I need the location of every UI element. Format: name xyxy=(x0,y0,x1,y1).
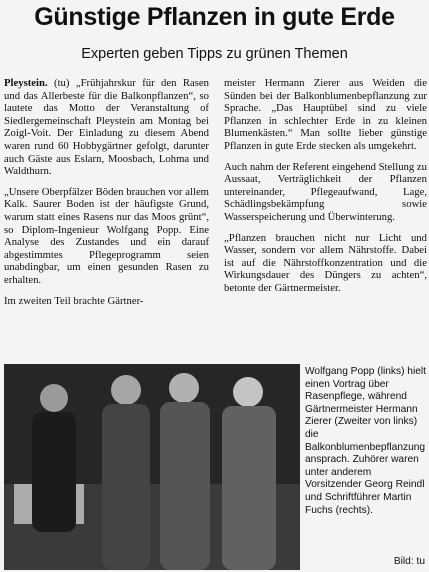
paragraph-3: Im zweiten Teil brachte Gärtner- xyxy=(4,294,144,307)
article-column-2 xyxy=(224,77,427,303)
article-column-1 xyxy=(4,77,209,315)
paragraph-4: meister Hermann Zierer aus Weiden die Sünden bei der Balkonblumenbepflanzung zur Sprache. „Das Hauptübel sind zu viele Pflanzen in schlechter Erde in zu kleinen Blumenkästen.“ Man sollte lieber günstige Pflanzen in gute Erde stecken als umgekehrt. xyxy=(224,77,427,152)
headline: Günstige Pflanzen in gute Erde xyxy=(34,3,395,31)
paragraph-1 xyxy=(4,77,209,178)
paragraph-1-text: (tu) „Frühjahrskur für den Rasen und das Allerbeste für die Balkonpflanzen“, so lautete das Motto der Veranstaltung of Siedlergemeinschaft Pleystein am Montag bei Zoigl-Voit. Der Einladung zu diesem Abend waren rund 60 Hobbygärtner gefolgt, darunter auch Gäste aus Eslarn, Moosbach, Lohma und Waldthurn. xyxy=(4,77,209,178)
dateline: Pleystein. xyxy=(4,77,48,89)
paragraph-2: „Unsere Oberpfälzer Böden brauchen vor allem Kalk. Saurer Boden ist der häufigste Grund, warum statt eines Rasens nur das Moos grünt“, so Diplom-Ingenieur Wolfgang Popp. Eine Analyse des Zustandes und ein darauf abgestimmtes Pflegeprogramm seien unabdingbar, um einen gesunden Rasen zu erhalten. xyxy=(4,185,209,286)
group-photo xyxy=(4,364,300,570)
paragraph-6: „Pflanzen brauchen nicht nur Licht und Wasser, sondern vor allem Nährstoffe. Dabei ist auf die Nährstoffkonzentration und die Wirkungsdauer des Düngers zu achten“, betonte der Gärtnermeister. xyxy=(224,231,427,294)
paragraph-5: Auch nahm der Referent eingehend Stellung zu Aussaat, Verträglichkeit der Pflanzen untereinander, Pflegeaufwand, Lage, Schädlingsbekämpfung sowie Wasserspeicherung und Überwinterung. xyxy=(224,160,427,223)
photo-credit: Bild: tu xyxy=(393,556,425,567)
photo-caption: Wolfgang Popp (links) hielt einen Vortrag über Rasenpflege, während Gärtnermeister Hermann Zierer (Zweiter von links) die Balkonblumenbepflanzung ansprach. Zuhörer waren unter anderem Vorsitzender Georg Reindl und Schriftführer Martin Fuchs (rechts). xyxy=(305,366,426,516)
subheadline: Experten geben Tipps zu grünen Themen xyxy=(81,46,348,62)
group-photo-illustration xyxy=(4,364,300,570)
